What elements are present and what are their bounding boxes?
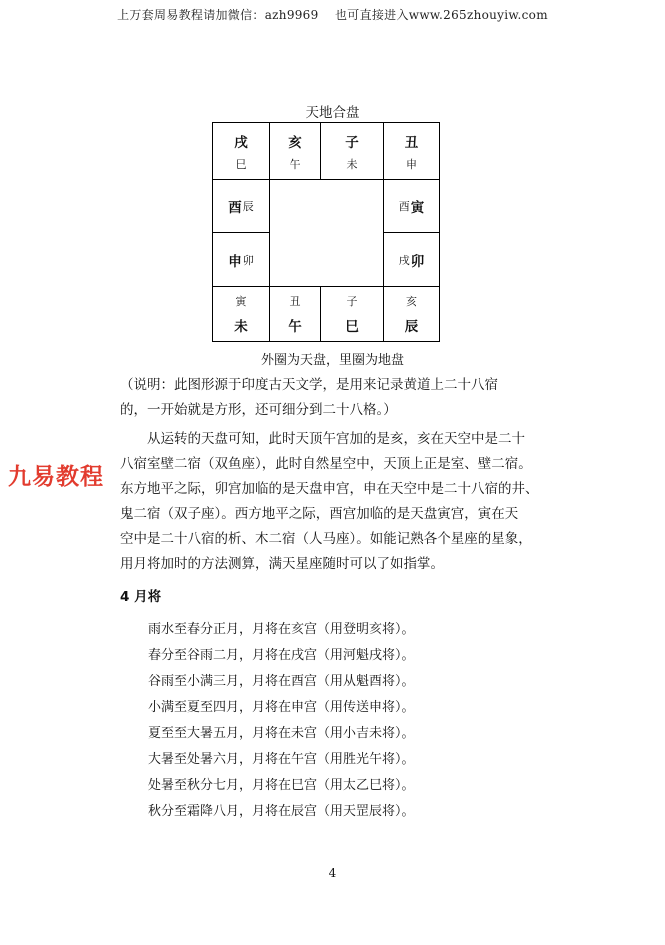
heaven-branch: 卯 [410,253,425,270]
earth-branch: 卯 [242,253,254,267]
watermark-logo: 九易教程 [8,464,104,490]
grid-cell-top-2 [270,123,320,179]
heaven-branch: 酉 [228,200,242,216]
heaven-branch: 午 [288,319,302,335]
list-item: 处暑至秋分七月，月将在巳宫（用太乙巳将）。 [148,778,415,793]
earth-branch: 酉 [398,200,410,213]
earth-branch: 未 [346,157,358,171]
grid-cell-left-2 [213,233,269,286]
grid-cell-right-1 [384,180,439,232]
grid-cell-top-3 [321,123,383,179]
heaven-branch: 未 [234,319,248,335]
list-item: 秋分至霜降八月，月将在辰宫（用天罡辰将）。 [148,804,415,819]
note-line: （说明：此图形源于印度古天文学，是用来记录黄道上二十八宿 [120,377,498,393]
grid-cell-top-4 [384,123,439,179]
diagram-caption: 外圈为天盘，里圈为地盘 [260,353,404,368]
note-line: 的，一开始就是方形，还可细分到二十八格。） [120,402,397,418]
note-paragraph [120,373,542,423]
earth-branch: 辰 [242,200,254,213]
heaven-branch: 辰 [404,319,419,335]
grid-cell-bottom-3 [321,287,383,341]
list-item: 大暑至处暑六月，月将在午宫（用胜光午将）。 [148,752,415,767]
body-line: 鬼二宿（双子座）。西方地平之际，酉宫加临的是天盘寅宫，寅在天 [120,506,519,522]
heaven-branch: 丑 [404,134,419,151]
list-item: 谷雨至小满三月，月将在酉宫（用从魁酉将）。 [148,674,415,689]
body-line: 用月将加时的方法测算，满天星座随时可以了如指掌。 [120,556,444,572]
grid-cell-bottom-2 [270,287,320,341]
list-item: 雨水至春分正月，月将在亥宫（用登明亥将）。 [148,622,415,637]
earth-branch: 亥 [406,295,417,308]
diagram-title: 天地合盘 [305,105,360,121]
section-title: 4 月将 [120,589,162,605]
heaven-branch: 巳 [345,319,359,335]
heaven-branch: 申 [228,253,242,270]
body-paragraph [120,427,542,577]
heaven-earth-grid [212,122,440,342]
earth-branch: 寅 [235,295,247,308]
earth-branch: 午 [289,157,301,171]
heaven-branch: 子 [345,134,359,151]
list-item: 春分至谷雨二月，月将在戌宫（用河魁戌将）。 [148,648,415,663]
grid-cell-left-1 [213,180,269,232]
list-item: 夏至至大暑五月，月将在未宫（用小吉未将）。 [148,726,415,741]
grid-cell-right-2 [384,233,439,286]
body-line: 东方地平之际，卯宫加临的是天盘申宫，申在天空中是二十八宿的井、 [120,481,539,497]
body-line: 空中是二十八宿的析、木二宿（人马座）。如能记熟各个星座的星象， [120,531,532,547]
earth-branch: 巳 [235,157,247,171]
list-item: 小满至夏至四月，月将在申宫（用传送申将）。 [148,700,415,715]
earth-branch: 子 [346,295,358,308]
heaven-branch: 亥 [288,134,302,151]
grid-cell-top-1 [213,123,269,179]
header-note: 上万套周易教程请加微信：azh9969 也可直接进入www.265zhouyiw.com [117,8,548,22]
body-line: 八宿室壁二宿（双鱼座），此时自然星空中，天顶上正是室、壁二宿。 [120,456,532,472]
grid-cell-bottom-4 [384,287,439,341]
grid-cell-bottom-1 [213,287,269,341]
month-generals-list [148,617,415,825]
page-number: 4 [328,866,337,880]
earth-branch: 戌 [398,253,410,267]
body-line: 从运转的天盘可知，此时天顶午宫加的是亥，亥在天空中是二十 [120,431,525,447]
heaven-branch: 戌 [234,134,248,151]
earth-branch: 丑 [289,295,301,308]
earth-branch: 申 [406,157,417,171]
heaven-branch: 寅 [410,200,425,216]
